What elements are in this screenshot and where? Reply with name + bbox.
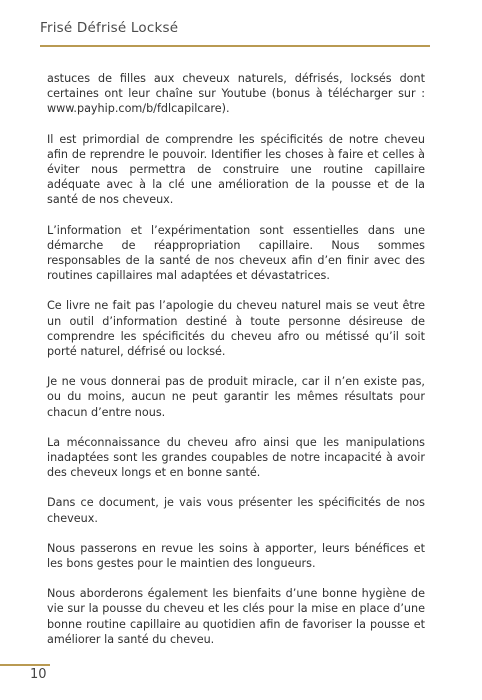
paragraph-1: astuces de filles aux cheveux naturels, défrisés, locksés dont certaines ont leur chaîne sur Youtube (bonus à télécharger sur : www.payhip.com/b/fdlcapilcare). — [47, 72, 425, 116]
paragraph-5: Je ne vous donnerai pas de produit miracle, car il n’en existe pas, ou du moins, aucun ne peut garantir les mêmes résultats pour chacun d’entre nous. — [47, 375, 425, 419]
paragraph-2: Il est primordial de comprendre les spécificités de notre cheveu afin de reprendre le pouvoir. Identifier les choses à faire et celles à éviter nous permettra de construire une routine capillaire adéquate avec à la clé une amélioration de la pousse et de la santé de nos cheveux. — [47, 132, 425, 207]
paragraph-6: La méconnaissance du cheveu afro ainsi que les manipulations inadaptées sont les grandes coupables de notre incapacité à avoir des cheveux longs et en bonne santé. — [47, 435, 425, 480]
document-header-title: Frisé Défrisé Locksé — [40, 20, 179, 36]
paragraph-7: Dans ce document, je vais vous présenter les spécificités de nos cheveux. — [47, 496, 425, 525]
page-number: 10 — [30, 667, 47, 682]
paragraph-3: L’information et l’expérimentation sont essentielles dans une démarche de réappropriation capillaire. Nous sommes responsables de la santé de nos cheveux afin d’en finir avec des routines capillaires mal adaptées et dévastatrices. — [47, 223, 425, 283]
paragraph-9: Nous aborderons également les bienfaits d’une bonne hygiène de vie sur la pousse du cheveu et les clés pour la mise en place d’une bonne routine capillaire au quotidien afin de favoriser la pousse et améliorer la santé du cheveu. — [47, 587, 425, 646]
header-divider — [40, 45, 430, 47]
footer-divider — [0, 664, 50, 666]
paragraph-4: Ce livre ne fait pas l’apologie du cheveu naturel mais se veut être un outil d’information destiné à toute personne désireuse de comprendre les spécificités du cheveu afro ou métissé qu’il soit porté naturel, défrisé ou locksé. — [47, 299, 425, 359]
page-body — [47, 71, 425, 662]
paragraph-8: Nous passerons en revue les soins à apporter, leurs bénéfices et les bons gestes pour le maintien des longueurs. — [47, 541, 425, 571]
